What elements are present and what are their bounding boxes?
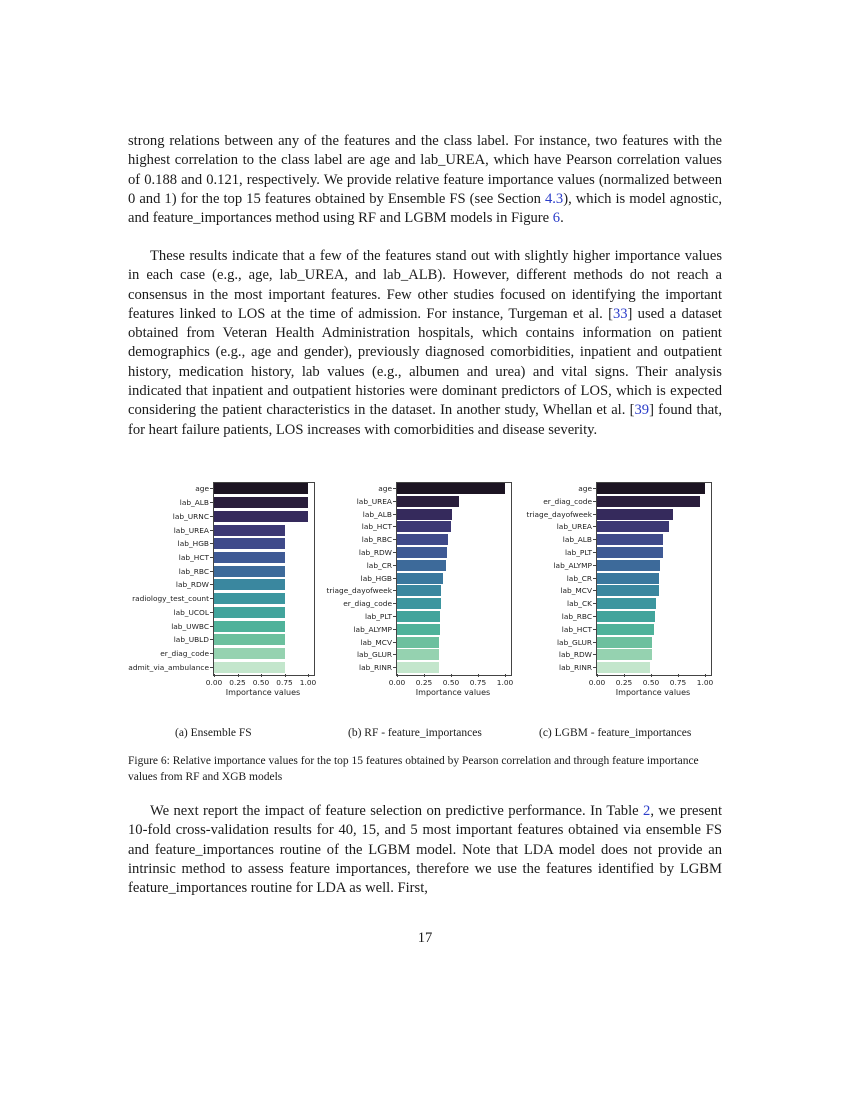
bar xyxy=(597,521,669,532)
text: ), which is model agnostic, and feature_importances method using RF and LGBM models in Figure xyxy=(128,190,722,227)
bar xyxy=(397,662,439,673)
y-tick xyxy=(393,590,396,591)
y-tick-label: lab_UBLD xyxy=(173,635,209,645)
x-tick xyxy=(624,674,625,677)
y-tick-label: lab_RDW xyxy=(175,580,209,590)
x-tick-label: 0.00 xyxy=(588,678,606,687)
citation-link[interactable]: 39 xyxy=(634,402,650,419)
bar xyxy=(214,483,308,494)
bar xyxy=(397,509,452,520)
y-tick-label: lab_RBC xyxy=(178,566,209,576)
y-tick xyxy=(393,488,396,489)
y-tick-label: lab_PLT xyxy=(564,547,592,557)
y-tick xyxy=(393,552,396,553)
x-tick xyxy=(397,674,398,677)
bar xyxy=(597,483,705,494)
y-tick xyxy=(393,578,396,579)
y-tick xyxy=(210,543,213,544)
y-tick-label: lab_HGB xyxy=(177,539,209,549)
y-tick xyxy=(593,629,596,630)
bar xyxy=(397,624,440,635)
y-tick xyxy=(393,514,396,515)
bar xyxy=(597,573,659,584)
x-axis-label: Importance values xyxy=(225,688,301,697)
x-tick xyxy=(678,674,679,677)
y-tick-label: lab_PLT xyxy=(364,611,392,621)
bar xyxy=(597,662,650,673)
x-tick xyxy=(451,674,452,677)
paragraph-2 xyxy=(128,247,722,440)
y-tick-label: er_diag_code xyxy=(343,599,392,609)
y-tick-label: lab_UREA xyxy=(556,522,592,532)
text: strong relations between any of the features and the class label. For instance, two features with the highest correlation to the class label are age and lab_UREA, which have Pearson correlation values of 0.188 and 0.121, respectively. We provide relative feature importance values (normalized between 0 and 1) for the top 15 features obtained by Ensemble FS (see Section xyxy=(128,133,722,207)
y-tick xyxy=(393,616,396,617)
y-tick-label: age xyxy=(195,484,209,494)
y-tick xyxy=(393,654,396,655)
x-tick-label: 0.00 xyxy=(388,678,406,687)
bar xyxy=(597,534,663,545)
y-tick-label: lab_UREA xyxy=(356,496,392,506)
figure-6 xyxy=(128,478,728,718)
bar xyxy=(397,560,446,571)
subcaption-b: (b) RF - feature_importances xyxy=(348,727,482,739)
y-tick xyxy=(210,502,213,503)
x-tick xyxy=(478,674,479,677)
y-tick-label: lab_RDW xyxy=(558,650,592,660)
y-tick-label: lab_UCOL xyxy=(173,607,209,617)
y-tick-label: lab_HCT xyxy=(178,552,209,562)
y-tick xyxy=(210,488,213,489)
paragraph-1 xyxy=(128,132,722,228)
y-tick-label: lab_RINR xyxy=(559,663,592,673)
chart-ensemble-fs xyxy=(128,478,328,718)
x-tick xyxy=(424,674,425,677)
y-tick-label: age xyxy=(578,483,592,493)
bar xyxy=(397,573,443,584)
y-tick xyxy=(393,501,396,502)
y-tick xyxy=(210,667,213,668)
figure-link[interactable]: 6 xyxy=(552,210,561,227)
text: ] used a dataset obtained from Veteran Health Administration hospitals, which contains information on patient demographics (e.g., age and gender), previously diagnosed comorbidities, inpatient and outpatient history, medication history, lab values (e.g., albumen and urea) and vital signs. Their analysis indicated that inpatient and outpatient histories were dominant predictors of LOS, which is expected considering the patient characteristics in the dataset. In another study, Whellan et al. [ xyxy=(128,305,722,419)
bar xyxy=(397,649,439,660)
x-tick-label: 1.00 xyxy=(696,678,714,687)
bar xyxy=(397,496,459,507)
bar xyxy=(214,621,285,632)
bar xyxy=(214,566,285,577)
y-tick xyxy=(393,526,396,527)
y-tick-label: lab_CK xyxy=(567,599,592,609)
x-tick-label: 0.25 xyxy=(229,678,246,687)
x-tick xyxy=(308,674,309,677)
y-tick xyxy=(593,552,596,553)
page-number: 17 xyxy=(417,930,433,946)
bar xyxy=(397,521,451,532)
y-tick-label: lab_ALYMP xyxy=(553,560,592,570)
bar xyxy=(597,649,652,660)
y-tick-label: radiology_test_count xyxy=(132,594,209,604)
x-tick-label: 0.25 xyxy=(615,678,633,687)
y-tick xyxy=(210,598,213,599)
y-tick-label: er_diag_code xyxy=(543,496,592,506)
y-tick-label: lab_ALB xyxy=(179,498,209,508)
bar xyxy=(397,598,441,609)
bar xyxy=(397,534,448,545)
x-tick-label: 0.00 xyxy=(205,678,223,687)
table-link[interactable]: 2 xyxy=(643,803,651,819)
citation-link[interactable]: 33 xyxy=(612,305,628,322)
y-tick-label: lab_HCT xyxy=(561,624,592,634)
y-tick xyxy=(210,584,213,585)
y-tick-label: lab_UWBC xyxy=(171,621,209,631)
y-tick xyxy=(210,516,213,517)
y-tick-label: lab_ALB xyxy=(362,509,392,519)
bar xyxy=(397,547,447,558)
x-tick-label: 0.75 xyxy=(669,678,687,687)
y-tick-label: lab_CR xyxy=(566,573,592,583)
text: . xyxy=(560,210,564,227)
y-tick xyxy=(393,603,396,604)
x-tick xyxy=(285,674,286,677)
bar xyxy=(397,611,440,622)
section-link[interactable]: 4.3 xyxy=(544,190,564,207)
y-tick xyxy=(593,642,596,643)
y-tick-label: lab_RINR xyxy=(359,663,392,673)
paragraph-3 xyxy=(128,802,722,898)
x-tick-label: 0.50 xyxy=(642,678,660,687)
y-tick xyxy=(593,514,596,515)
y-tick-label: lab_CR xyxy=(366,560,392,570)
chart-lgbm-importances xyxy=(528,478,728,718)
x-tick-label: 0.50 xyxy=(442,678,460,687)
x-tick xyxy=(505,674,506,677)
y-tick xyxy=(393,667,396,668)
y-tick xyxy=(210,639,213,640)
y-tick xyxy=(210,530,213,531)
figure-caption: Figure 6: Relative importance values for the top 15 features obtained by Pearson correlation and through feature importance values from RF and XGB models xyxy=(128,755,699,783)
bar xyxy=(214,525,285,536)
bar xyxy=(214,662,285,673)
y-tick-label: lab_ALYMP xyxy=(353,624,392,634)
y-tick xyxy=(593,526,596,527)
x-tick xyxy=(238,674,239,677)
y-tick xyxy=(210,557,213,558)
bar xyxy=(214,593,285,604)
y-tick-label: lab_HGB xyxy=(360,573,392,583)
y-tick xyxy=(210,626,213,627)
bar xyxy=(214,634,285,645)
y-tick xyxy=(593,616,596,617)
y-tick xyxy=(393,629,396,630)
bar xyxy=(597,585,659,596)
y-tick-label: lab_RBC xyxy=(561,611,592,621)
bar xyxy=(397,637,439,648)
y-tick-label: lab_UREA xyxy=(173,525,209,535)
x-tick-label: 0.75 xyxy=(276,678,293,687)
y-tick-label: triage_dayofweek xyxy=(526,509,592,519)
y-tick-label: triage_dayofweek xyxy=(326,586,392,596)
y-tick-label: lab_GLUR xyxy=(357,650,392,660)
x-tick-label: 1.00 xyxy=(496,678,514,687)
y-tick-label: lab_MCV xyxy=(560,586,592,596)
y-tick xyxy=(210,653,213,654)
y-tick xyxy=(593,501,596,502)
x-tick xyxy=(705,674,706,677)
bar xyxy=(214,579,285,590)
x-tick xyxy=(597,674,598,677)
bar xyxy=(397,585,441,596)
subcaption-c: (c) LGBM - feature_importances xyxy=(539,727,692,739)
bar xyxy=(597,496,700,507)
bar xyxy=(214,538,285,549)
x-tick xyxy=(261,674,262,677)
y-tick xyxy=(593,565,596,566)
y-tick xyxy=(593,590,596,591)
bar xyxy=(214,607,285,618)
x-tick xyxy=(651,674,652,677)
y-tick xyxy=(210,571,213,572)
y-tick-label: admit_via_ambulance xyxy=(128,662,209,672)
y-tick-label: lab_RDW xyxy=(358,547,392,557)
y-tick-label: lab_HCT xyxy=(361,522,392,532)
bar xyxy=(597,509,673,520)
text: We next report the impact of feature selection on predictive performance. In Table xyxy=(150,803,644,819)
y-tick xyxy=(593,488,596,489)
bar xyxy=(597,598,656,609)
bar xyxy=(597,624,654,635)
y-tick xyxy=(593,654,596,655)
text: , we present 10-fold cross-validation results for 40, 15, and 5 most important features obtained via ensemble FS and feature_importances routine of the LGBM model. Note that LDA model does not provide an intrinsic method to assess feature importances, therefore we use the features identified by LGBM feature_importances routine for LDA as well. First, xyxy=(128,803,722,897)
y-tick xyxy=(593,578,596,579)
bar xyxy=(597,560,660,571)
bar xyxy=(214,497,308,508)
y-tick xyxy=(593,603,596,604)
y-tick xyxy=(393,539,396,540)
y-tick-label: lab_RBC xyxy=(361,535,392,545)
y-tick-label: lab_URNC xyxy=(172,511,209,521)
text: ] found that, for heart failure patients, LOS increases with comorbidities and disease severity. xyxy=(128,402,722,438)
y-tick-label: lab_GLUR xyxy=(557,637,592,647)
x-tick-label: 0.75 xyxy=(469,678,487,687)
y-tick-label: er_diag_code xyxy=(160,648,209,658)
y-tick-label: lab_MCV xyxy=(360,637,392,647)
x-tick-label: 0.50 xyxy=(252,678,270,687)
bar xyxy=(214,511,308,522)
y-tick-label: lab_ALB xyxy=(562,535,592,545)
chart-rf-importances xyxy=(328,478,528,718)
x-tick xyxy=(214,674,215,677)
bar xyxy=(214,552,285,563)
text: These results indicate that a few of the features stand out with slightly higher importance values in each case (e.g., age, lab_UREA, and lab_ALB). However, different methods do not reach a consensus in the most important features. Few other studies focused on identifying the important features linked to LOS at the time of admission. For instance, Turgeman et al. [ xyxy=(128,248,722,322)
bar xyxy=(597,611,655,622)
y-tick-label: age xyxy=(378,483,392,493)
subcaption-a: (a) Ensemble FS xyxy=(175,727,252,739)
x-axis-label: Importance values xyxy=(415,688,491,697)
y-tick xyxy=(210,612,213,613)
y-tick xyxy=(593,539,596,540)
bar xyxy=(214,648,285,659)
bar xyxy=(597,637,652,648)
x-tick-label: 1.00 xyxy=(299,678,317,687)
y-tick xyxy=(593,667,596,668)
bar xyxy=(597,547,663,558)
bar xyxy=(397,483,505,494)
x-tick-label: 0.25 xyxy=(415,678,433,687)
y-tick xyxy=(393,642,396,643)
x-axis-label: Importance values xyxy=(615,688,691,697)
y-tick xyxy=(393,565,396,566)
